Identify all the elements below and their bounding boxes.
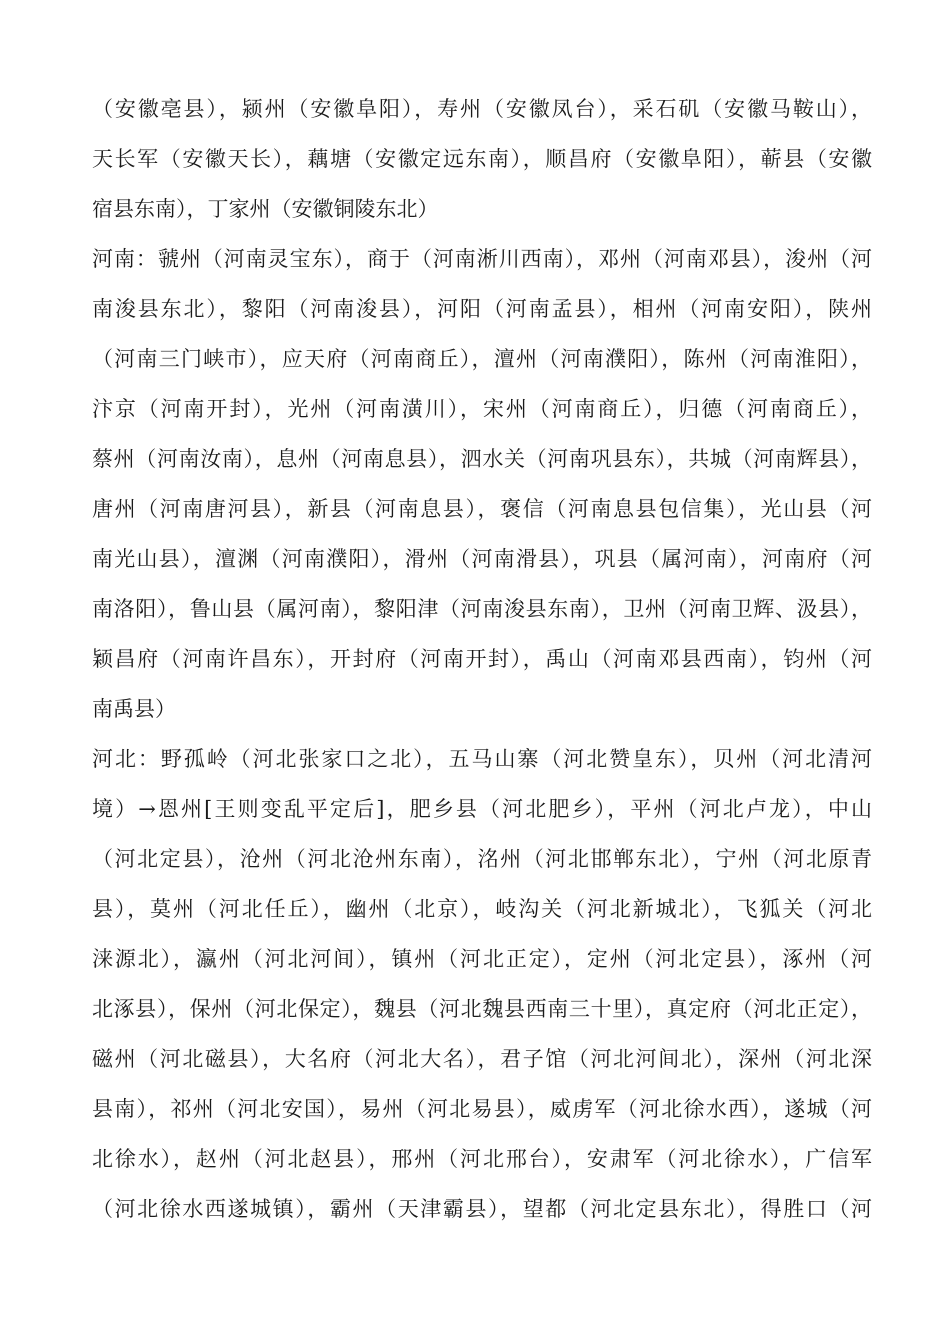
text-line: （河南三门峡市），应天府（河南商丘），澶州（河南濮阳），陈州（河南淮阳）， [92,347,872,371]
text-line: 南光山县），澶渊（河南濮阳），滑州（河南滑县），巩县（属河南），河南府（河 [92,547,872,571]
text-line: （河北徐水西遂城镇），霸州（天津霸县），望都（河北定县东北），得胜口（河 [92,1197,872,1221]
text-line: 县），莫州（河北任丘），幽州（北京），岐沟关（河北新城北），飞狐关（河北 [92,897,872,921]
text-line: 蔡州（河南汝南），息州（河南息县），泗水关（河南巩县东），共城（河南辉县）， [92,447,872,471]
document-body [92,84,872,1234]
text-line: 河北：野孤岭（河北张家口之北），五马山寨（河北赞皇东），贝州（河北清河 [92,747,872,771]
text-line: 境）→恩州[王则变乱平定后]，肥乡县（河北肥乡），平州（河北卢龙），中山 [92,797,872,821]
text-line: 汴京（河南开封），光州（河南潢川），宋州（河南商丘），归德（河南商丘）， [92,397,872,421]
text-line: 南禹县） [92,697,176,721]
text-line: 北涿县），保州（河北保定），魏县（河北魏县西南三十里），真定府（河北正定）， [92,997,872,1021]
text-line: 北徐水），赵州（河北赵县），邢州（河北邢台），安肃军（河北徐水），广信军 [92,1147,872,1171]
text-line: 涞源北），瀛州（河北河间），镇州（河北正定），定州（河北定县），涿州（河 [92,947,872,971]
text-line: 颖昌府（河南许昌东），开封府（河南开封），禹山（河南邓县西南），钧州（河 [92,647,872,671]
text-line: （安徽亳县），颍州（安徽阜阳），寿州（安徽凤台），采石矶（安徽马鞍山）， [92,97,872,121]
text-line: 南洛阳），鲁山县（属河南），黎阳津（河南浚县东南），卫州（河南卫辉、汲县）， [92,597,872,621]
text-line: 河南：虢州（河南灵宝东），商于（河南淅川西南），邓州（河南邓县），浚州（河 [92,247,872,271]
text-line: 县南），祁州（河北安国），易州（河北易县），威虏军（河北徐水西），遂城（河 [92,1097,872,1121]
text-line: （河北定县），沧州（河北沧州东南），洺州（河北邯郸东北），宁州（河北原青 [92,847,872,871]
text-line: 唐州（河南唐河县），新县（河南息县），褒信（河南息县包信集），光山县（河 [92,497,872,521]
text-line: 天长军（安徽天长），藕塘（安徽定远东南），顺昌府（安徽阜阳），蕲县（安徽 [92,147,872,171]
text-line: 南浚县东北），黎阳（河南浚县），河阳（河南孟县），相州（河南安阳），陕州 [92,297,872,321]
text-line: 宿县东南），丁家州（安徽铜陵东北） [92,197,439,221]
text-line: 磁州（河北磁县），大名府（河北大名），君子馆（河北河间北），深州（河北深 [92,1047,872,1071]
